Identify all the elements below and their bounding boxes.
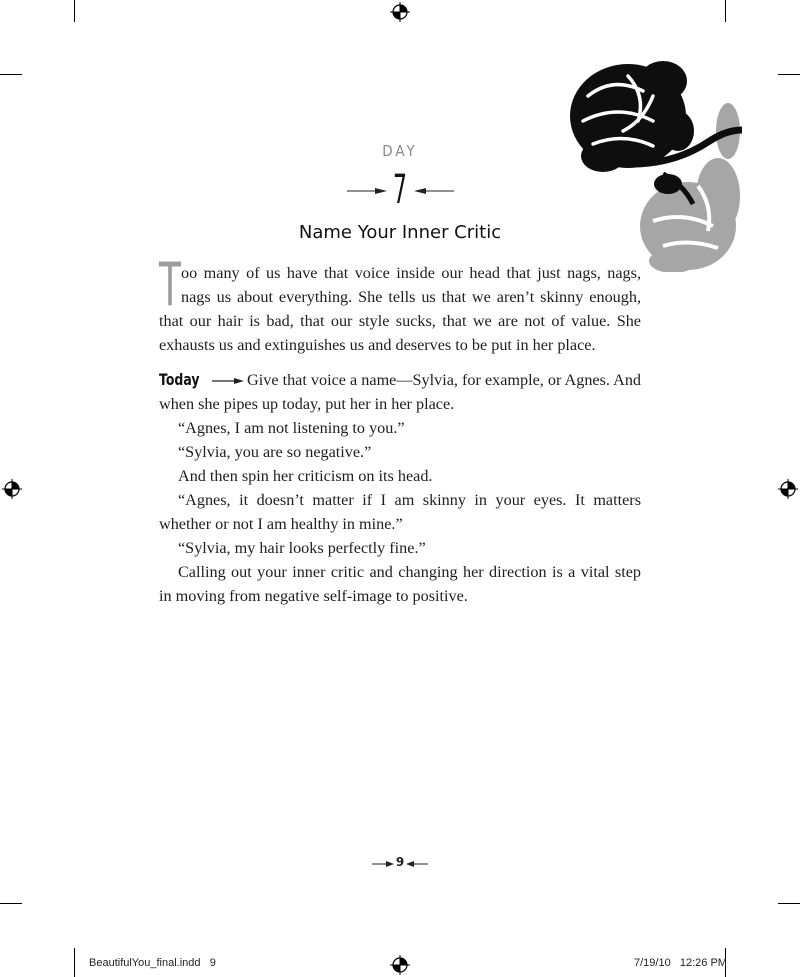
day-number: 7 [392,167,407,213]
today-text: Give that voice a name—Sylvia, for example, or Agnes. And when she pipes up today, put her in her place. [159,371,642,413]
day-label: DAY [382,142,418,160]
crop-mark [778,74,800,75]
crop-mark [725,0,726,22]
intro-paragraph [159,250,641,357]
crop-mark [74,948,75,977]
slug-filename: BeautifulYou_final.indd 9 [89,957,216,969]
body-line: Calling out your inner critic and changing her direction is a vital step in moving from negative self-image to positive. [159,563,641,605]
page-number: 9 [395,855,405,869]
body-line: And then spin her criticism on its head. [178,467,433,485]
right-arrow-ornament-icon [414,188,454,194]
today-label: Today [159,370,200,389]
registration-mark-icon [390,955,410,975]
body-line: “Agnes, it doesn’t matter if I am skinny in your eyes. It matters whether or not I am healthy in mine.” [159,491,641,533]
crop-mark [778,903,800,904]
today-paragraph [159,368,641,416]
body-line: “Agnes, I am not listening to you.” [178,419,405,437]
chapter-title: Name Your Inner Critic [298,222,502,243]
folio-right-ornament-icon [406,861,428,867]
registration-mark-icon [778,479,798,499]
crop-mark [0,74,22,75]
crop-mark [74,0,75,22]
body-line: “Sylvia, you are so negative.” [178,443,372,461]
drop-cap: T [159,250,181,320]
day-number-row [0,168,800,212]
today-section [159,368,641,608]
today-arrow-icon [212,377,244,385]
registration-mark-icon [390,2,410,22]
folio [0,855,800,875]
crop-mark [0,903,22,904]
body-line: “Sylvia, my hair looks perfectly fine.” [178,539,426,557]
slug-timestamp: 7/19/10 12:26 PM [634,957,727,969]
registration-mark-icon [2,479,22,499]
intro-text: oo many of us have that voice inside our head that just nags, nags, nags us about everything. She tells us that we aren’t skinny enough, that our hair is bad, that our style sucks, that we are not of value. She exhausts us and extinguishes us and deserves to be put in her place. [159,264,641,354]
